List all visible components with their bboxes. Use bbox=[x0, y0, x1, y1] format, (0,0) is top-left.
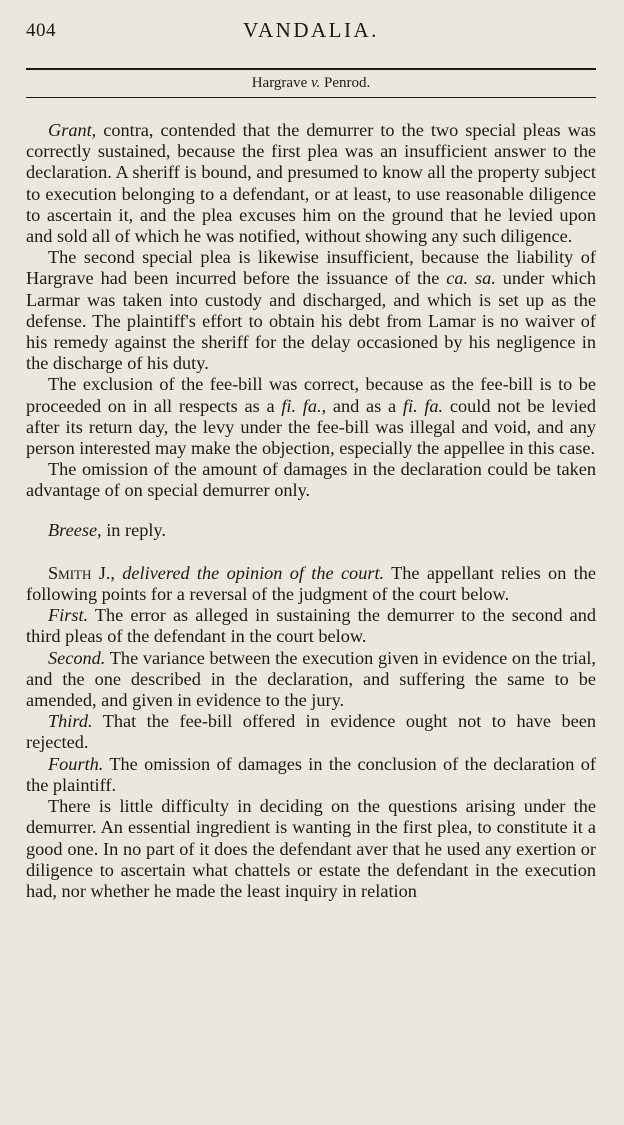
paragraph-point-second: Second. The variance between the execution given in evidence on the trial, and the one described in the declaration, and suffering the same to be amended, and given in evidence to the jury. bbox=[26, 647, 596, 711]
case-party-appellee: Penrod. bbox=[324, 75, 371, 91]
counsel-name: Grant, bbox=[48, 120, 97, 140]
case-party-appellant: Hargrave bbox=[251, 75, 308, 91]
paragraph-point-first: First. The error as alleged in sustaining the demurrer to the second and third pleas of the defendant in the court below. bbox=[26, 605, 596, 647]
header-rule bbox=[26, 68, 596, 70]
paragraph-demurrer-analysis: There is little difficulty in deciding on the questions arising under the demurrer. An essential ingredient is wanting in the first plea, to constitute it a good one. In no part of it does the defendant aver that he used any exertion or diligence to ascertain what chattels or estate the defendant in the execution had, nor whether he made the least inquiry in relation bbox=[26, 796, 596, 901]
judge-name: Smith J., bbox=[48, 562, 115, 583]
paragraph-omission-damages: The omission of the amount of damages in the declaration could be taken advantage of on special demurrer only. bbox=[26, 459, 596, 501]
paragraph-opinion: Smith J., delivered the opinion of the court. The appellant relies on the following points for a reversal of the judgment of the court below. bbox=[26, 562, 596, 605]
running-title: VANDALIA. bbox=[243, 18, 379, 42]
paragraph-point-fourth: Fourth. The omission of damages in the conclusion of the declaration of the plaintiff. bbox=[26, 753, 596, 795]
case-caption bbox=[26, 75, 596, 92]
page-header bbox=[26, 14, 596, 48]
paragraph-reply: Breese, in reply. bbox=[48, 519, 166, 540]
paragraph-point-third: Third. That the fee-bill offered in evidence ought not to have been rejected. bbox=[26, 711, 596, 753]
body-text bbox=[26, 120, 596, 902]
case-versus: v. bbox=[310, 75, 321, 91]
paragraph-second-plea: The second special plea is likewise insufficient, because the liability of Hargrave had been incurred before the issuance of the ca. sa. under which Larmar was taken into custody and discharged, and which is set up as the defense. The plaintiff's effort to obtain his debt from Lamar is no waiver of his remedy against the sheriff for the delay occasioned by his negligence in the discharge of his duty. bbox=[26, 247, 596, 374]
page-number: 404 bbox=[26, 20, 56, 41]
caption-rule bbox=[26, 97, 596, 98]
paragraph-fee-bill: The exclusion of the fee-bill was correct, because as the fee-bill is to be proceeded on in all respects as a fi. fa., and as a fi. fa. could not be levied after its return day, the levy under the fee-bill was illegal and void, and any person interested may make the objection, especially the appellee in this case. bbox=[26, 374, 596, 459]
counsel-name: Breese, bbox=[48, 519, 102, 540]
paragraph-grant-argument: Grant, contra, contended that the demurrer to the two special pleas was correctly sustained, because the first plea was an insufficient answer to the declaration. A sheriff is bound, and presumed to know all the property subject to execution belonging to a defendant, or at least, to use reasonable diligence to ascertain it, and the plea excuses him on the ground that he levied upon and sold all of which he was notified, without showing any such diligence. bbox=[26, 120, 596, 247]
